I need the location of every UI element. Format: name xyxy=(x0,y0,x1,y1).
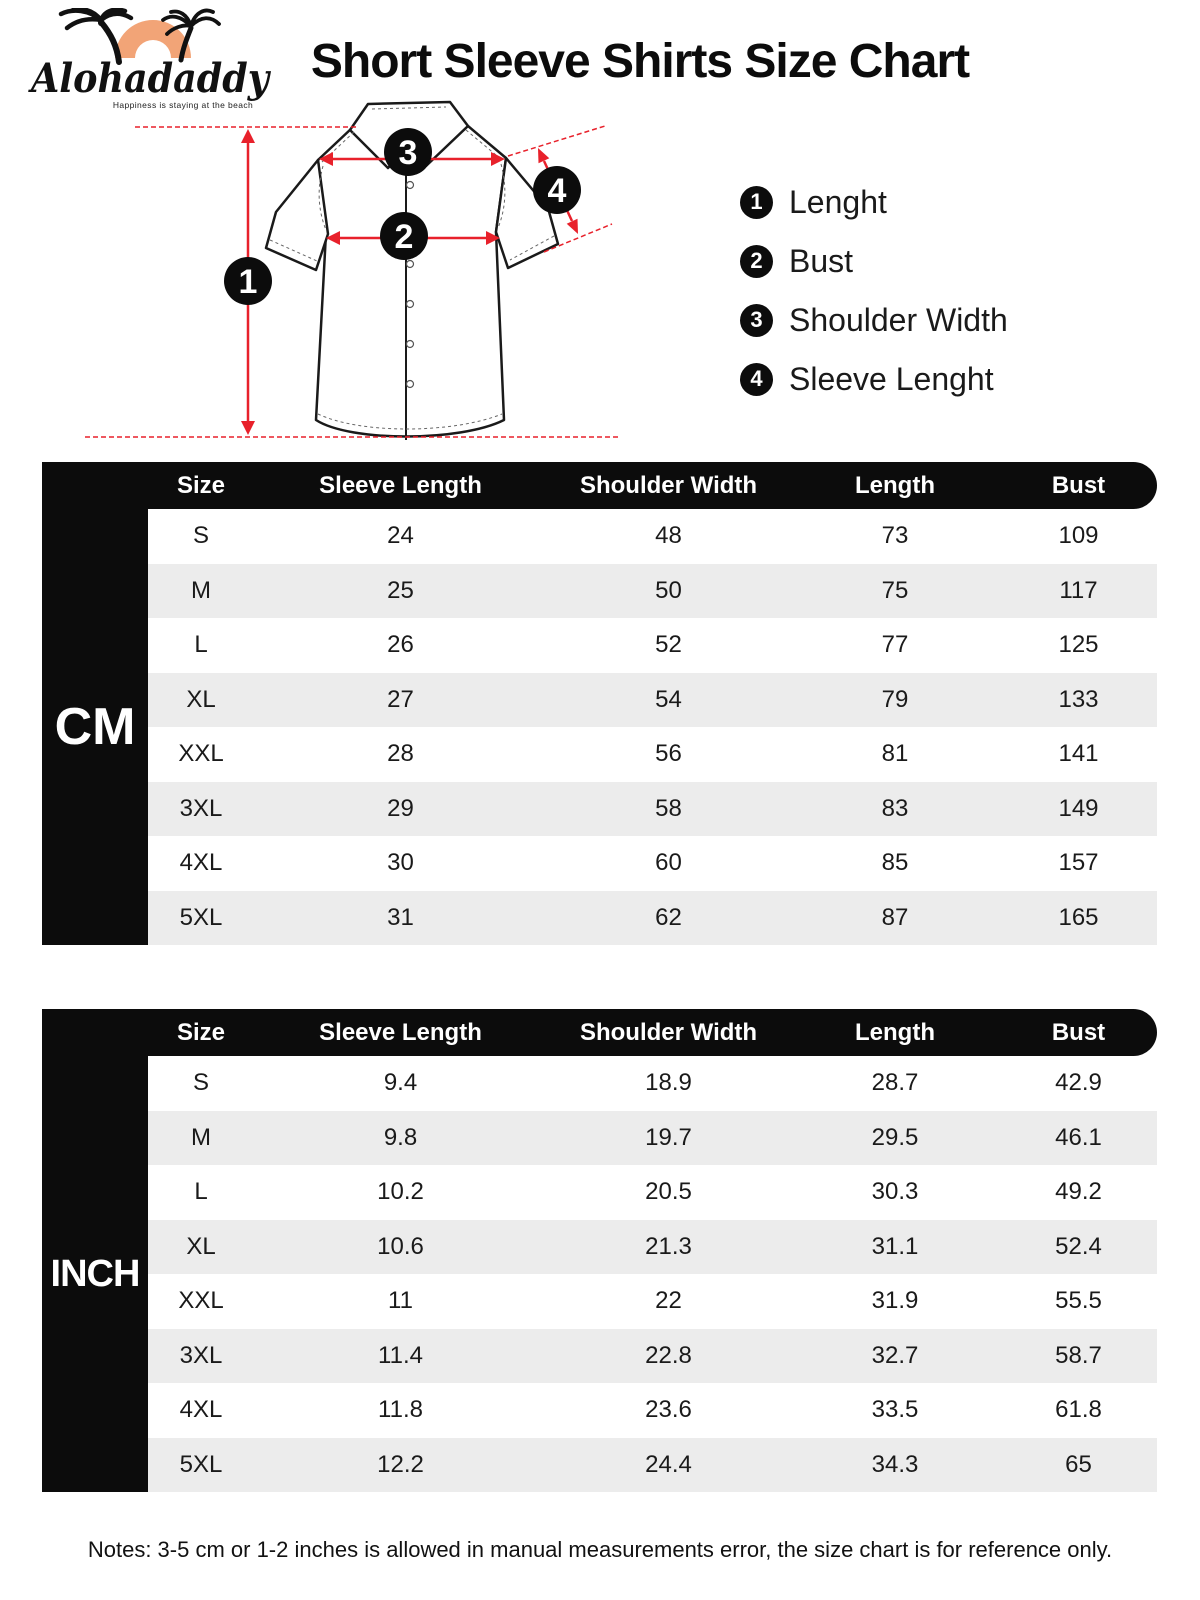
column-header: Size xyxy=(176,471,226,499)
column-header: Shoulder Width xyxy=(579,471,758,499)
marker-number-3: 3 xyxy=(398,134,418,172)
value-cell: 75 xyxy=(881,576,909,604)
value-cell: 10.6 xyxy=(377,1232,424,1260)
value-cell: 30.3 xyxy=(871,1178,919,1206)
table-row xyxy=(148,618,1157,673)
size-cell: M xyxy=(191,576,211,604)
value-cell: 125 xyxy=(1058,631,1099,659)
size-cell: XXL xyxy=(178,1287,224,1315)
value-cell: 29.5 xyxy=(871,1123,919,1151)
column-header: Length xyxy=(855,471,935,499)
value-cell: 54 xyxy=(655,685,682,713)
shirt-measurement-diagram xyxy=(60,90,680,460)
value-cell: 46.1 xyxy=(1055,1123,1102,1151)
legend-item xyxy=(740,245,1008,278)
legend-label: Sleeve Lenght xyxy=(789,361,994,397)
value-cell: 29 xyxy=(387,794,414,822)
value-cell: 24 xyxy=(387,522,414,550)
value-cell: 22 xyxy=(655,1287,682,1315)
size-table-inch xyxy=(42,1009,1157,1492)
size-cell: 5XL xyxy=(179,1450,223,1478)
size-cell: 5XL xyxy=(179,903,223,931)
size-cell: S xyxy=(192,1069,209,1097)
value-cell: 18.9 xyxy=(645,1069,692,1097)
size-cell: L xyxy=(194,631,208,659)
shirt-diagram-svg xyxy=(60,90,680,460)
table-body xyxy=(50,1056,1157,1492)
value-cell: 58.7 xyxy=(1055,1341,1102,1369)
column-header: Bust xyxy=(1051,471,1106,499)
value-cell: 85 xyxy=(881,849,909,877)
column-header: Length xyxy=(855,1018,935,1046)
measurement-legend xyxy=(740,186,1008,422)
table-row xyxy=(148,836,1157,891)
value-cell: 133 xyxy=(1058,685,1099,713)
table-row xyxy=(148,1111,1157,1166)
table-row xyxy=(148,891,1157,946)
value-cell: 109 xyxy=(1058,522,1099,550)
legend-item xyxy=(740,363,1008,396)
table-header-row xyxy=(42,462,1157,509)
value-cell: 9.4 xyxy=(383,1069,418,1097)
brand-tagline-text: Happiness is staying at the beach xyxy=(112,100,254,110)
value-cell: 28 xyxy=(387,740,414,768)
size-cell: 3XL xyxy=(179,1341,223,1369)
legend-label: Lenght xyxy=(789,184,887,220)
value-cell: 11.8 xyxy=(378,1396,423,1424)
value-cell: 24.4 xyxy=(645,1450,692,1478)
value-cell: 62 xyxy=(655,903,682,931)
value-cell: 50 xyxy=(655,576,682,604)
value-cell: 149 xyxy=(1058,794,1099,822)
value-cell: 31.9 xyxy=(871,1287,919,1315)
value-cell: 21.3 xyxy=(645,1232,692,1260)
legend-number-badge: 4 xyxy=(740,363,773,396)
value-cell: 81 xyxy=(881,740,909,768)
table-row xyxy=(148,1165,1157,1220)
column-header: Sleeve Length xyxy=(319,1018,482,1046)
value-cell: 48 xyxy=(655,522,682,550)
value-cell: 56 xyxy=(655,740,682,768)
table-row xyxy=(148,509,1157,564)
value-cell: 87 xyxy=(881,903,909,931)
notes-text: Notes: 3-5 cm or 1-2 inches is allowed in manual measurements error, the size chart is for reference only. xyxy=(87,1537,1113,1562)
value-cell: 26 xyxy=(387,631,414,659)
table-row xyxy=(148,727,1157,782)
value-cell: 10.2 xyxy=(377,1178,424,1206)
value-cell: 117 xyxy=(1059,576,1098,604)
value-cell: 73 xyxy=(881,522,909,550)
value-cell: 77 xyxy=(881,631,909,659)
unit-label-inch: INCH xyxy=(42,1056,148,1492)
value-cell: 165 xyxy=(1058,903,1099,931)
column-header: Bust xyxy=(1051,1018,1106,1046)
value-cell: 60 xyxy=(655,849,682,877)
size-cell: M xyxy=(191,1123,211,1151)
value-cell: 11.4 xyxy=(378,1341,423,1369)
table-row xyxy=(148,673,1157,728)
size-cell: 4XL xyxy=(179,1396,223,1424)
value-cell: 27 xyxy=(387,685,414,713)
legend-item xyxy=(740,304,1008,337)
value-cell: 25 xyxy=(387,576,414,604)
legend-label: Shoulder Width xyxy=(789,302,1008,338)
size-cell: 4XL xyxy=(179,849,223,877)
value-cell: 33.5 xyxy=(871,1396,919,1424)
value-cell: 12.2 xyxy=(377,1450,424,1478)
value-cell: 52 xyxy=(655,631,682,659)
table-row xyxy=(148,1220,1157,1275)
table-row xyxy=(148,782,1157,837)
value-cell: 55.5 xyxy=(1055,1287,1102,1315)
value-cell: 157 xyxy=(1058,849,1099,877)
value-cell: 11 xyxy=(388,1287,413,1315)
table-row xyxy=(148,1329,1157,1384)
value-cell: 31.1 xyxy=(871,1232,919,1260)
value-cell: 23.6 xyxy=(645,1396,692,1424)
value-cell: 28.7 xyxy=(871,1069,919,1097)
legend-number-badge: 2 xyxy=(740,245,773,278)
table-row xyxy=(148,564,1157,619)
value-cell: 30 xyxy=(387,849,414,877)
legend-number-badge: 3 xyxy=(740,304,773,337)
marker-number-1: 1 xyxy=(238,263,258,301)
value-cell: 83 xyxy=(881,794,909,822)
brand-name-text: Alohadaddy xyxy=(27,55,272,102)
value-cell: 19.7 xyxy=(645,1123,692,1151)
size-table-cm xyxy=(42,462,1157,945)
legend-item xyxy=(740,186,1008,219)
table-row xyxy=(148,1438,1157,1493)
column-header: Size xyxy=(176,1018,226,1046)
table-row xyxy=(148,1056,1157,1111)
legend-label: Bust xyxy=(789,243,854,279)
value-cell: 52.4 xyxy=(1055,1232,1102,1260)
column-header: Sleeve Length xyxy=(319,471,482,499)
value-cell: 49.2 xyxy=(1055,1178,1102,1206)
legend-number-badge: 1 xyxy=(740,186,773,219)
marker-number-4: 4 xyxy=(547,172,567,210)
size-cell: XXL xyxy=(178,740,224,768)
value-cell: 141 xyxy=(1058,740,1099,768)
page-title: Short Sleeve Shirts Size Chart xyxy=(310,35,970,88)
value-cell: 61.8 xyxy=(1055,1396,1102,1424)
column-header: Shoulder Width xyxy=(579,1018,758,1046)
size-cell: S xyxy=(192,522,209,550)
table-row xyxy=(148,1383,1157,1438)
value-cell: 31 xyxy=(387,903,414,931)
size-cell: 3XL xyxy=(179,794,223,822)
value-cell: 65 xyxy=(1065,1450,1092,1478)
table-body xyxy=(54,509,1157,945)
size-cell: L xyxy=(194,1178,208,1206)
value-cell: 9.8 xyxy=(383,1123,418,1151)
value-cell: 32.7 xyxy=(871,1341,919,1369)
table-header-row xyxy=(42,1009,1157,1056)
table-row xyxy=(148,1274,1157,1329)
value-cell: 58 xyxy=(655,794,682,822)
value-cell: 34.3 xyxy=(871,1450,919,1478)
value-cell: 79 xyxy=(881,685,909,713)
value-cell: 20.5 xyxy=(645,1178,692,1206)
size-cell: XL xyxy=(186,1232,216,1260)
value-cell: 42.9 xyxy=(1055,1069,1102,1097)
value-cell: 22.8 xyxy=(645,1341,692,1369)
marker-number-2: 2 xyxy=(394,218,414,256)
size-cell: XL xyxy=(186,685,216,713)
unit-label-cm: CM xyxy=(42,509,148,945)
